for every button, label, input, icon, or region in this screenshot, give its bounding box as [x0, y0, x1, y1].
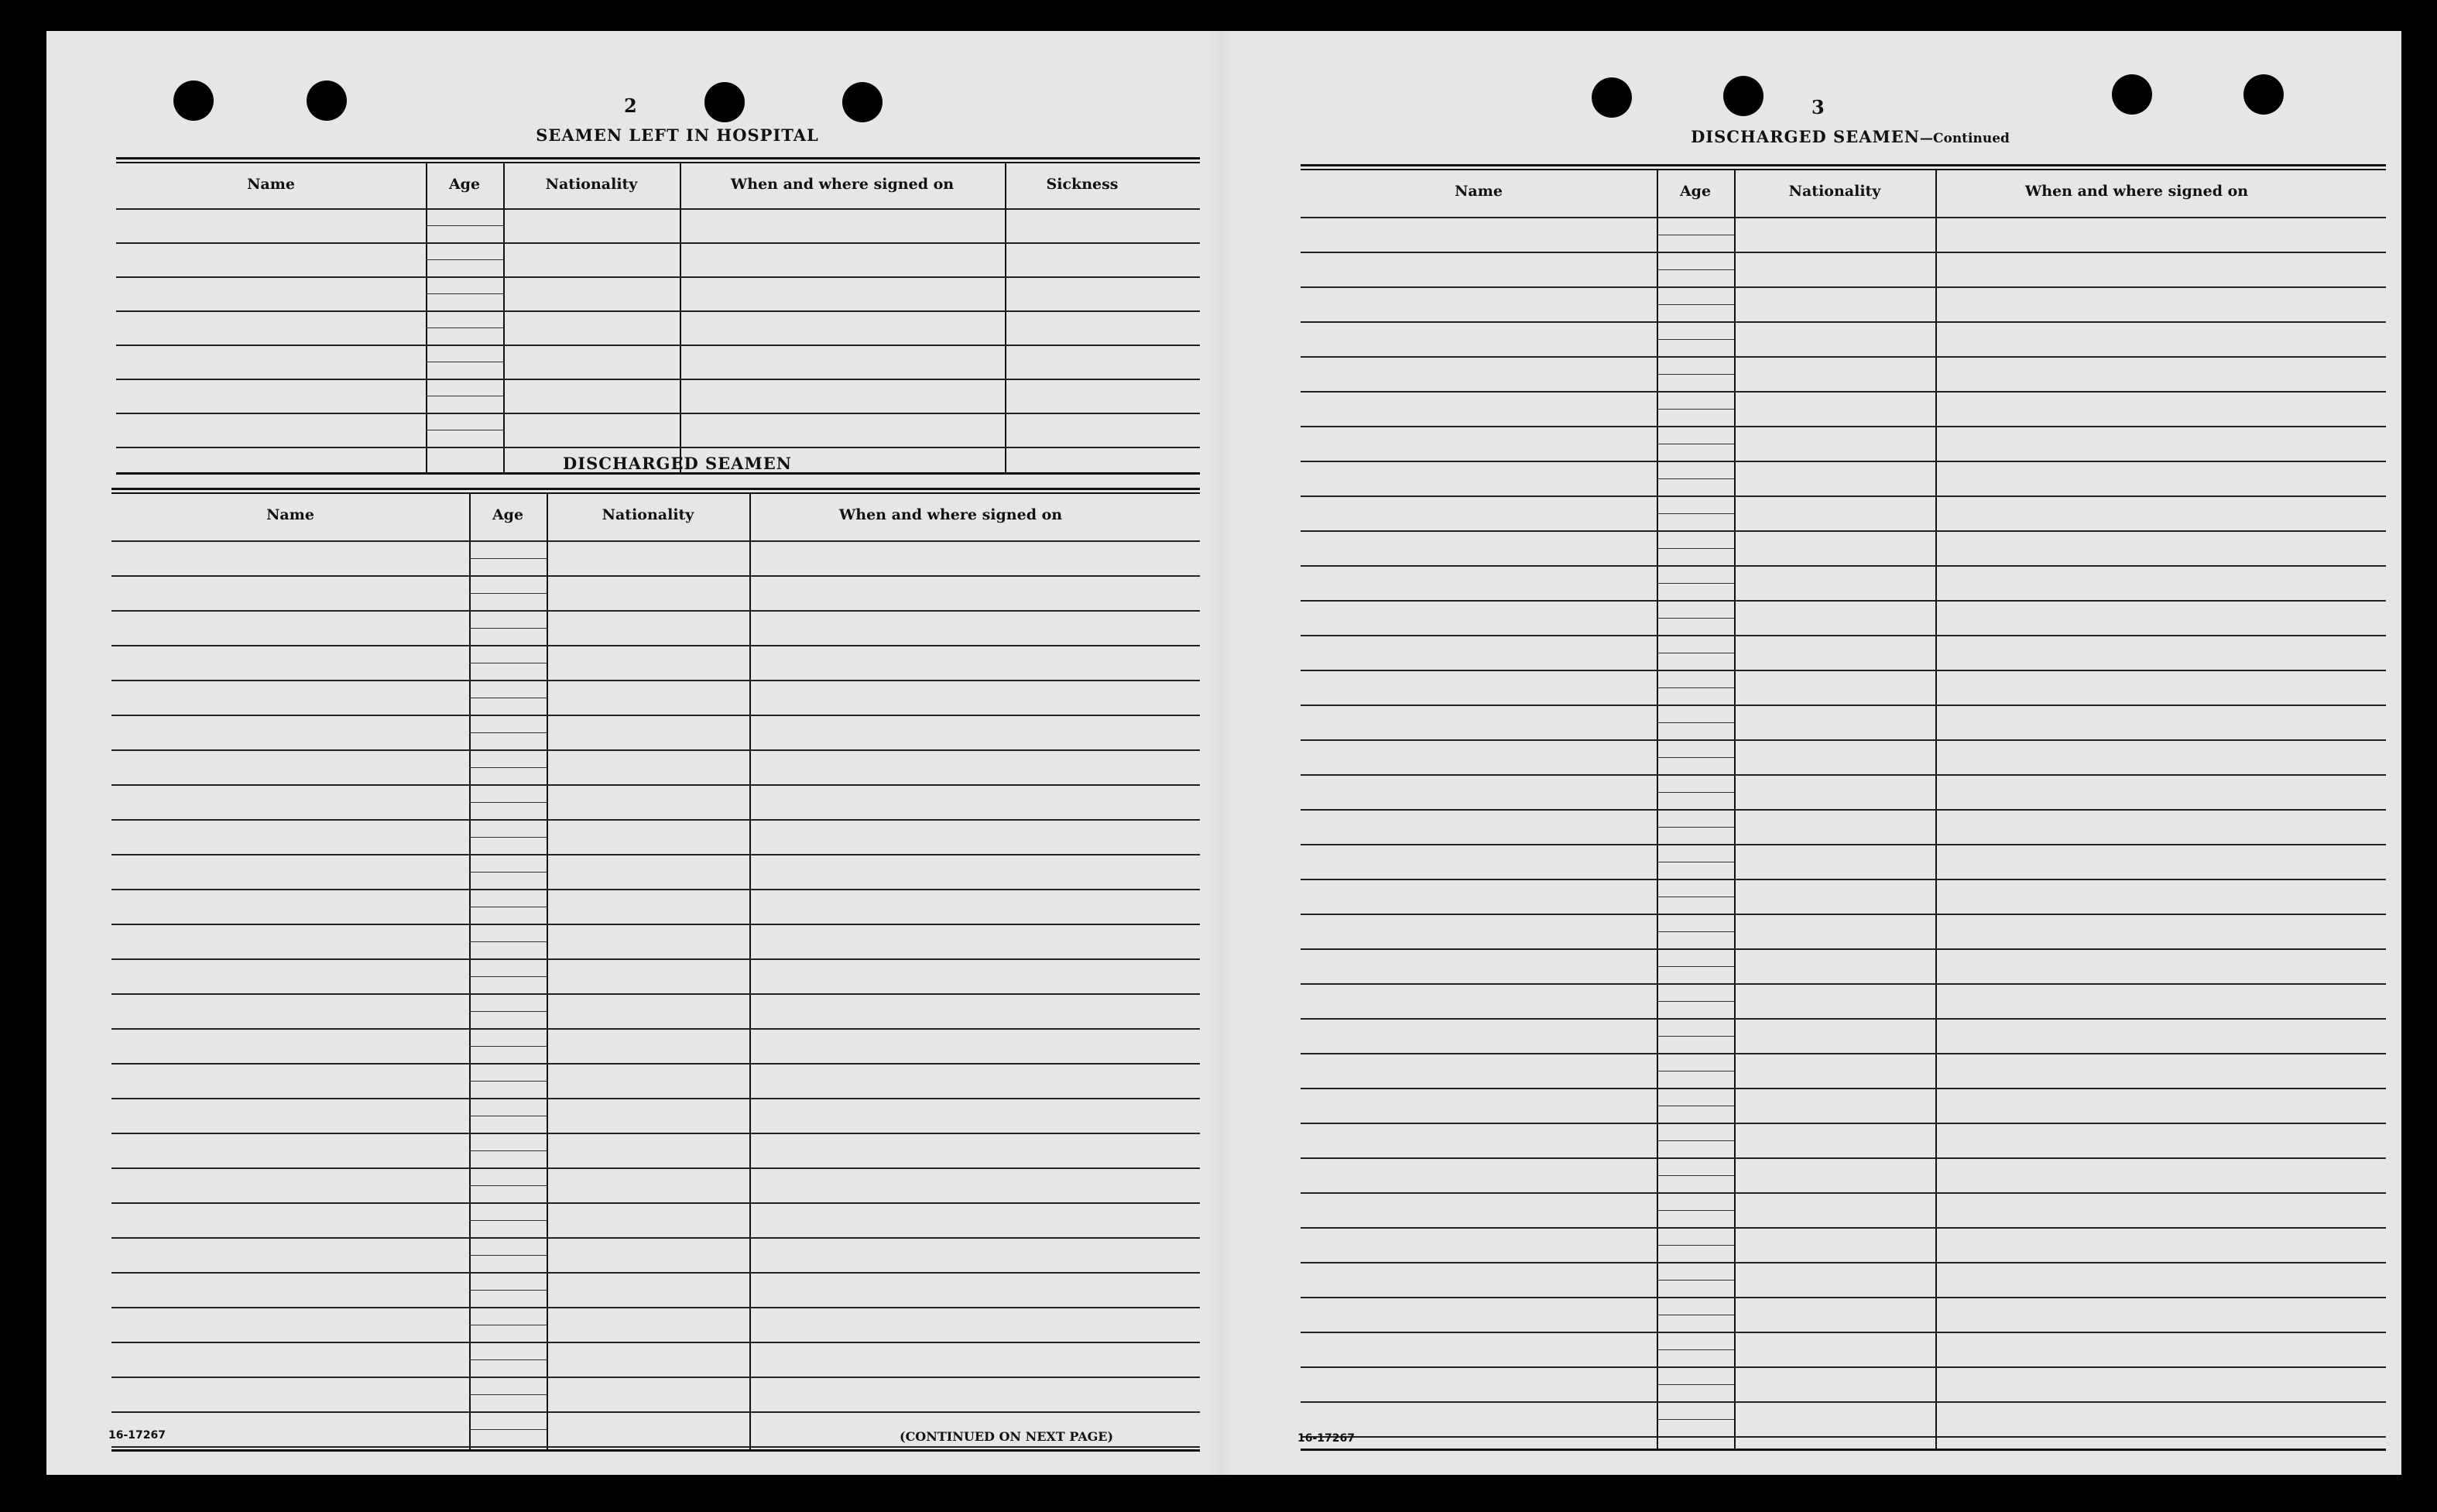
col-header-age: Age — [448, 176, 481, 193]
row-rule — [116, 276, 1200, 278]
age-subrule — [1657, 304, 1734, 305]
column-rule — [1935, 170, 1937, 1451]
age-subrule — [469, 593, 547, 594]
row-rule — [1301, 461, 2386, 462]
age-subrule — [1657, 269, 1734, 270]
age-subrule — [1657, 1175, 1734, 1176]
age-subrule — [1657, 618, 1734, 619]
age-subrule — [426, 293, 503, 294]
row-rule — [1301, 1297, 2386, 1298]
row-rule — [1301, 1157, 2386, 1159]
age-subrule — [1657, 1419, 1734, 1420]
row-rule — [1301, 321, 2386, 323]
row-rule — [1301, 391, 2386, 393]
row-rule — [116, 242, 1200, 244]
age-subrule — [469, 558, 547, 559]
age-subrule — [1657, 1001, 1734, 1002]
column-rule — [1005, 163, 1006, 475]
age-subrule — [426, 327, 503, 328]
row-rule — [111, 715, 1200, 716]
table-top-rule — [111, 488, 1200, 494]
row-rule — [116, 310, 1200, 312]
row-rule — [1301, 356, 2386, 358]
punch-hole — [1592, 77, 1632, 118]
page-fold — [1208, 31, 1236, 1475]
column-rule — [1734, 170, 1736, 1451]
row-rule — [1301, 914, 2386, 915]
row-rule — [111, 749, 1200, 751]
row-rule — [111, 1272, 1200, 1274]
row-rule — [116, 379, 1200, 380]
row-rule — [111, 1377, 1200, 1378]
column-rule — [503, 163, 505, 475]
row-rule — [116, 447, 1200, 448]
age-subrule — [469, 1150, 547, 1151]
age-subrule — [426, 259, 503, 260]
row-rule — [111, 1411, 1200, 1413]
col-header-name: Name — [1455, 183, 1503, 200]
age-subrule — [1657, 687, 1734, 688]
row-rule — [1301, 252, 2386, 253]
age-subrule — [1657, 722, 1734, 723]
row-rule — [1301, 983, 2386, 985]
age-subrule — [469, 976, 547, 977]
row-rule — [1301, 1436, 2386, 1438]
age-subrule — [1657, 548, 1734, 549]
row-rule — [111, 854, 1200, 855]
col-header-signed-on: When and where signed on — [838, 506, 1063, 523]
row-rule — [1301, 1192, 2386, 1194]
age-subrule — [469, 1359, 547, 1360]
row-rule — [111, 889, 1200, 890]
header-rule — [116, 208, 1200, 210]
age-subrule — [1657, 583, 1734, 584]
table-bottom-rule — [1301, 1449, 2386, 1451]
page-number-right: 3 — [1811, 96, 1825, 118]
row-rule — [1301, 1401, 2386, 1403]
row-rule — [111, 1237, 1200, 1239]
age-subrule — [469, 1011, 547, 1012]
age-subrule — [1657, 966, 1734, 967]
discharged-table-left — [111, 488, 1200, 1452]
row-rule — [1301, 844, 2386, 845]
age-subrule — [469, 1394, 547, 1395]
discharged-title-main: DISCHARGED SEAMEN — [1691, 127, 1920, 146]
row-rule — [1301, 670, 2386, 671]
age-subrule — [1657, 409, 1734, 410]
age-subrule — [1657, 374, 1734, 375]
form-spread — [46, 31, 2401, 1475]
row-rule — [111, 958, 1200, 960]
row-rule — [116, 413, 1200, 414]
form-number-right: 16-17267 — [1297, 1432, 1355, 1445]
col-header-age: Age — [492, 506, 524, 523]
row-rule — [111, 819, 1200, 821]
col-header-name: Name — [247, 176, 295, 193]
column-rule — [426, 163, 427, 475]
col-header-nationality: Nationality — [545, 176, 638, 193]
discharged-table-right — [1301, 164, 2386, 1451]
age-subrule — [469, 1046, 547, 1047]
age-subrule — [1657, 1384, 1734, 1385]
row-rule — [1301, 1088, 2386, 1089]
row-rule — [1301, 809, 2386, 811]
punch-hole — [173, 81, 214, 121]
row-rule — [1301, 774, 2386, 776]
row-rule — [1301, 495, 2386, 497]
punch-hole — [842, 82, 883, 122]
row-rule — [111, 1098, 1200, 1099]
punch-hole — [307, 81, 347, 121]
age-subrule — [1657, 339, 1734, 340]
age-subrule — [1657, 1210, 1734, 1211]
col-header-signed-on: When and where signed on — [730, 176, 955, 193]
row-rule — [1301, 1227, 2386, 1229]
page-number-left: 2 — [624, 94, 637, 117]
column-rule — [680, 163, 681, 475]
row-rule — [111, 1167, 1200, 1169]
col-header-sickness: Sickness — [1046, 176, 1119, 193]
continued-note: (CONTINUED ON NEXT PAGE) — [900, 1429, 1114, 1444]
age-subrule — [1657, 478, 1734, 479]
col-header-name: Name — [266, 506, 314, 523]
age-subrule — [1657, 792, 1734, 793]
age-subrule — [1657, 1349, 1734, 1350]
row-rule — [1301, 1123, 2386, 1124]
age-subrule — [469, 1081, 547, 1082]
age-subrule — [1657, 513, 1734, 514]
age-subrule — [469, 628, 547, 629]
age-subrule — [1657, 757, 1734, 758]
row-rule — [111, 924, 1200, 925]
row-rule — [111, 1446, 1200, 1448]
table-top-rule — [116, 157, 1200, 163]
hospital-title: SEAMEN LEFT IN HOSPITAL — [536, 125, 819, 145]
row-rule — [1301, 600, 2386, 602]
age-subrule — [469, 767, 547, 768]
age-subrule — [469, 1429, 547, 1430]
row-rule — [111, 680, 1200, 681]
age-subrule — [469, 1220, 547, 1221]
punch-hole — [2112, 74, 2152, 115]
row-rule — [1301, 1366, 2386, 1368]
hospital-table — [116, 157, 1200, 475]
col-header-nationality: Nationality — [1788, 183, 1881, 200]
age-subrule — [469, 837, 547, 838]
age-subrule — [469, 1185, 547, 1186]
row-rule — [1301, 426, 2386, 427]
punch-hole — [2243, 74, 2284, 115]
age-subrule — [469, 1255, 547, 1256]
col-header-signed-on: When and where signed on — [2024, 183, 2249, 200]
row-rule — [1301, 530, 2386, 532]
header-rule — [1301, 217, 2386, 218]
row-rule — [111, 610, 1200, 612]
row-rule — [111, 645, 1200, 646]
discharged-title-left: DISCHARGED SEAMEN — [563, 454, 792, 473]
continued-suffix: —Continued — [1919, 131, 2010, 146]
column-rule — [1657, 170, 1658, 1451]
row-rule — [1301, 705, 2386, 706]
row-rule — [1301, 286, 2386, 288]
punch-hole — [1723, 76, 1763, 116]
row-rule — [111, 1028, 1200, 1030]
age-subrule — [1657, 827, 1734, 828]
row-rule — [1301, 635, 2386, 636]
punch-hole — [704, 82, 745, 122]
age-subrule — [469, 872, 547, 873]
age-subrule — [1657, 1140, 1734, 1141]
row-rule — [1301, 565, 2386, 567]
col-header-age: Age — [1679, 183, 1712, 200]
row-rule — [1301, 948, 2386, 950]
row-rule — [1301, 1332, 2386, 1333]
row-rule — [1301, 879, 2386, 880]
row-rule — [111, 575, 1200, 577]
row-rule — [111, 1307, 1200, 1308]
age-subrule — [1657, 1036, 1734, 1037]
row-rule — [1301, 739, 2386, 741]
age-subrule — [469, 732, 547, 733]
discharged-title-right — [1579, 127, 2121, 146]
row-rule — [116, 345, 1200, 346]
age-subrule — [1657, 1245, 1734, 1246]
age-subrule — [469, 802, 547, 803]
row-rule — [111, 784, 1200, 786]
row-rule — [111, 1063, 1200, 1065]
table-top-rule — [1301, 164, 2386, 170]
row-rule — [1301, 1262, 2386, 1263]
age-subrule — [426, 225, 503, 226]
age-subrule — [1657, 931, 1734, 932]
row-rule — [111, 1202, 1200, 1204]
age-subrule — [469, 941, 547, 942]
table-bottom-rule — [111, 1449, 1200, 1452]
age-subrule — [1657, 1280, 1734, 1281]
row-rule — [1301, 1018, 2386, 1020]
row-rule — [1301, 1053, 2386, 1054]
row-rule — [111, 1342, 1200, 1343]
col-header-nationality: Nationality — [602, 506, 694, 523]
header-rule — [111, 540, 1200, 542]
age-subrule — [469, 1290, 547, 1291]
row-rule — [111, 993, 1200, 995]
row-rule — [111, 1133, 1200, 1134]
form-number-left: 16-17267 — [108, 1429, 166, 1442]
